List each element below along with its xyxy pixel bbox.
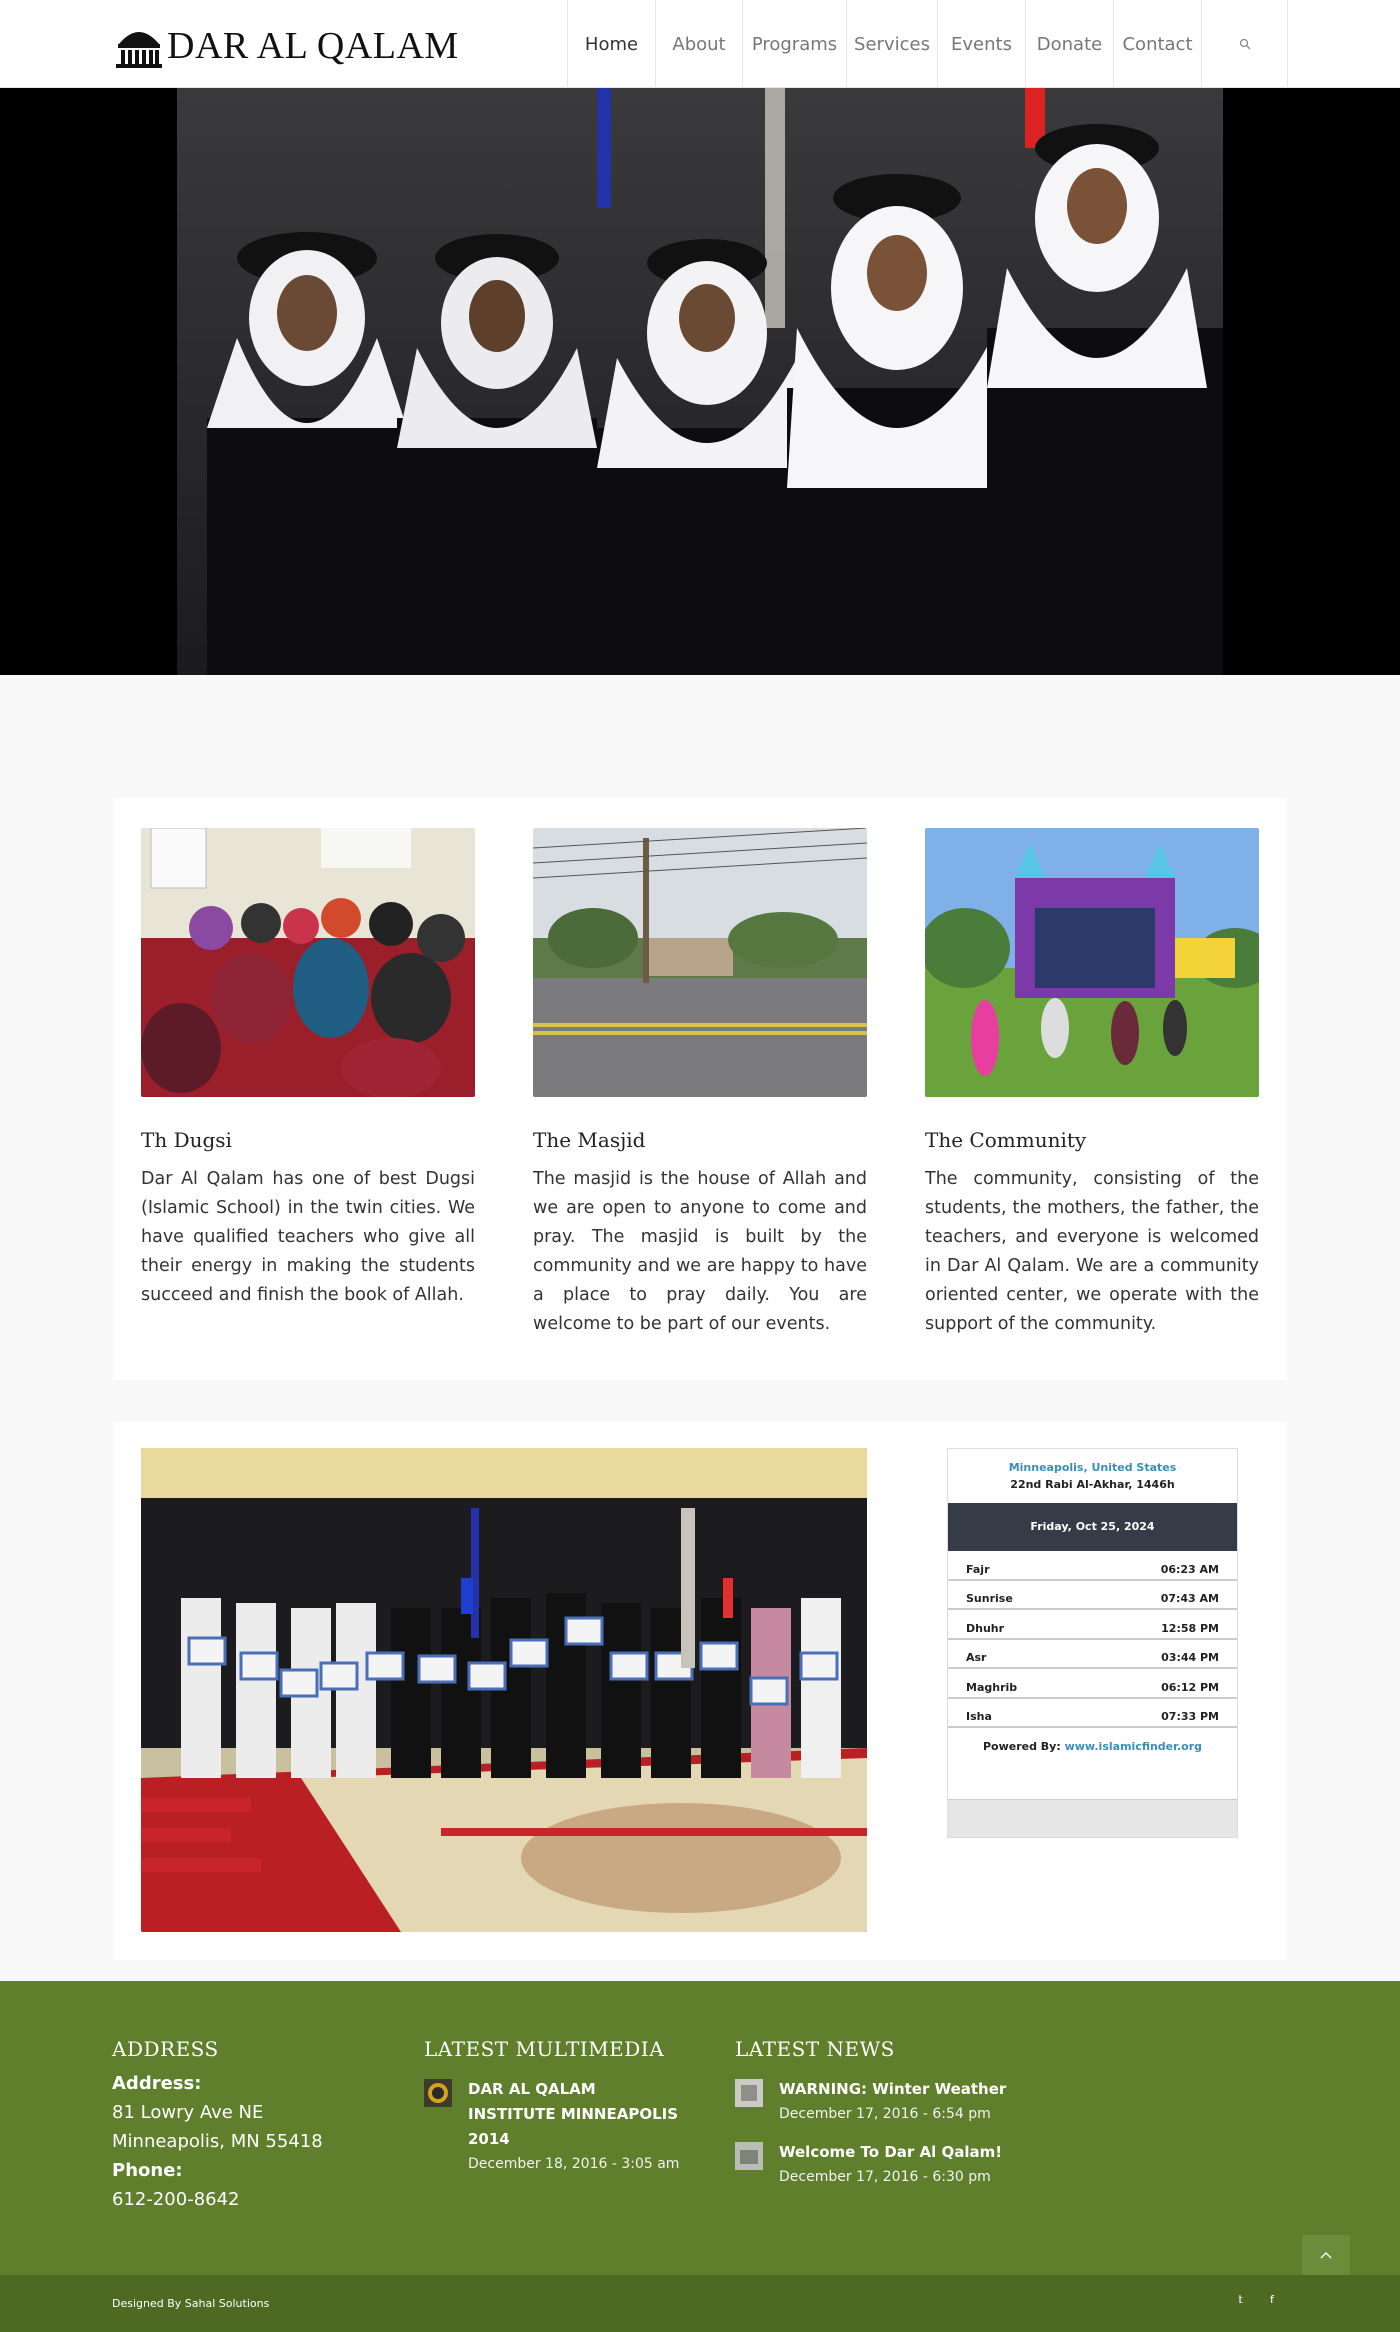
- card-title: The Masjid: [533, 1128, 646, 1152]
- main-nav: [567, 0, 1288, 88]
- prayer-row: [948, 1610, 1237, 1640]
- multimedia-item[interactable]: [424, 2077, 684, 2176]
- card-text: The masjid is the house of Allah and we are open to anyone to come and pray. The masjid is built by the community and we are happy to have a place to pray daily. You are welcome to be part of our events.: [533, 1169, 867, 1334]
- card-text: Dar Al Qalam has one of best Dugsi (Islamic School) in the twin cities. We have qualified teachers who give all their energy in making the students succeed and finish the book of Allah.: [141, 1169, 475, 1305]
- multimedia-title[interactable]: DAR AL QALAM INSTITUTE MINNEAPOLIS 2014: [468, 2080, 679, 2148]
- prayer-row: [948, 1551, 1237, 1581]
- prayer-widget-footer: [948, 1799, 1237, 1837]
- prayer-row: [948, 1581, 1237, 1611]
- hijri-date: 22nd Rabi Al-Akhar, 1446h: [1010, 1478, 1175, 1491]
- masjid-photo[interactable]: [533, 828, 867, 1097]
- address-line2: Minneapolis, MN 55418: [112, 2131, 323, 2152]
- graduation-class-photo[interactable]: [141, 1448, 867, 1932]
- prayer-name: Dhuhr: [966, 1621, 1005, 1635]
- news-title[interactable]: Welcome To Dar Al Qalam!: [779, 2143, 1003, 2161]
- footer-address: [112, 2037, 323, 2214]
- news-item[interactable]: [735, 2077, 1035, 2126]
- site-logo[interactable]: [113, 22, 459, 70]
- search-icon: [1239, 38, 1251, 50]
- card-community: [925, 828, 1259, 1339]
- news-thumbnail-icon: [735, 2079, 763, 2107]
- nav-contact[interactable]: Contact: [1114, 0, 1202, 88]
- card-dugsi: [141, 828, 475, 1310]
- logo-text: DAR AL QALAM: [167, 25, 459, 67]
- facebook-icon[interactable]: f: [1270, 2293, 1274, 2306]
- prayer-name: Sunrise: [966, 1592, 1013, 1605]
- footer-heading: LATEST MULTIMEDIA: [424, 2037, 665, 2061]
- news-date: December 17, 2016 - 6:30 pm: [779, 2169, 991, 2185]
- nav-services[interactable]: Services: [847, 0, 938, 88]
- features-section: [113, 798, 1287, 1380]
- nav-about[interactable]: About: [656, 0, 743, 88]
- prayer-location[interactable]: Minneapolis, United States: [1008, 1461, 1177, 1474]
- news-thumbnail-icon: [735, 2142, 763, 2170]
- site-footer: [0, 1981, 1400, 2275]
- multimedia-date: December 18, 2016 - 3:05 am: [468, 2156, 680, 2172]
- prayer-name: Fajr: [966, 1562, 990, 1576]
- nav-home[interactable]: Home: [568, 0, 656, 88]
- nav-events[interactable]: Events: [938, 0, 1026, 88]
- prayer-name: Asr: [966, 1651, 987, 1664]
- prayer-time: 06:23 AM: [1160, 1562, 1219, 1576]
- powered-by: [948, 1740, 1237, 1753]
- prayer-date: Friday, Oct 25, 2024: [948, 1503, 1237, 1551]
- prayer-time: 03:44 PM: [1161, 1651, 1219, 1664]
- phone-label: Phone:: [112, 2160, 183, 2181]
- prayer-row: [948, 1640, 1237, 1670]
- prayer-time: 12:58 PM: [1161, 1621, 1219, 1635]
- address-line1: 81 Lowry Ave NE: [112, 2102, 264, 2123]
- bottom-bar: [0, 2275, 1400, 2332]
- gallery-prayer-section: [113, 1422, 1287, 1960]
- card-title: Th Dugsi: [141, 1128, 232, 1152]
- scroll-to-top-button[interactable]: [1302, 2235, 1350, 2275]
- footer-heading: ADDRESS: [112, 2037, 219, 2061]
- nav-donate[interactable]: Donate: [1026, 0, 1114, 88]
- video-thumbnail-icon: [424, 2079, 452, 2107]
- mosque-dome-icon: [113, 22, 165, 70]
- phone-number: 612-200-8642: [112, 2189, 240, 2210]
- prayer-time: 07:33 PM: [1161, 1710, 1219, 1723]
- prayer-row: [948, 1669, 1237, 1699]
- nav-programs[interactable]: Programs: [743, 0, 847, 88]
- dugsi-photo[interactable]: [141, 828, 475, 1097]
- site-credit[interactable]: Designed By Sahal Solutions: [112, 2297, 270, 2310]
- prayer-time: 07:43 AM: [1160, 1592, 1219, 1605]
- powered-by-label: Powered By:: [982, 1740, 1061, 1753]
- footer-heading: LATEST NEWS: [735, 2037, 895, 2061]
- address-label: Address:: [112, 2073, 202, 2094]
- twitter-icon[interactable]: 𝕥: [1238, 2293, 1244, 2306]
- hero-banner: [0, 88, 1400, 675]
- hero-graduation-photo: [177, 88, 1223, 675]
- news-date: December 17, 2016 - 6:54 pm: [779, 2106, 991, 2122]
- footer-news: [735, 2037, 1035, 2189]
- prayer-row: [948, 1699, 1237, 1729]
- card-title: The Community: [925, 1128, 1087, 1152]
- prayer-time: 06:12 PM: [1161, 1680, 1219, 1694]
- card-masjid: [533, 828, 867, 1339]
- islamicfinder-link[interactable]: www.islamicfinder.org: [1064, 1740, 1203, 1753]
- prayer-name: Isha: [966, 1710, 992, 1723]
- search-button[interactable]: [1202, 0, 1288, 88]
- chevron-up-icon: [1320, 2251, 1332, 2259]
- news-item[interactable]: [735, 2140, 1035, 2189]
- prayer-name: Maghrib: [966, 1680, 1018, 1694]
- card-text: The community, consisting of the students, the mothers, the father, the teachers, and everyone is welcomed in Dar Al Qalam. We are a community oriented center, we operate with the support of the community.: [925, 1169, 1259, 1334]
- community-photo[interactable]: [925, 828, 1259, 1097]
- site-header: [0, 0, 1400, 88]
- footer-multimedia: [424, 2037, 684, 2176]
- prayer-times-widget: [947, 1448, 1238, 1838]
- news-title[interactable]: WARNING: Winter Weather: [779, 2080, 1007, 2098]
